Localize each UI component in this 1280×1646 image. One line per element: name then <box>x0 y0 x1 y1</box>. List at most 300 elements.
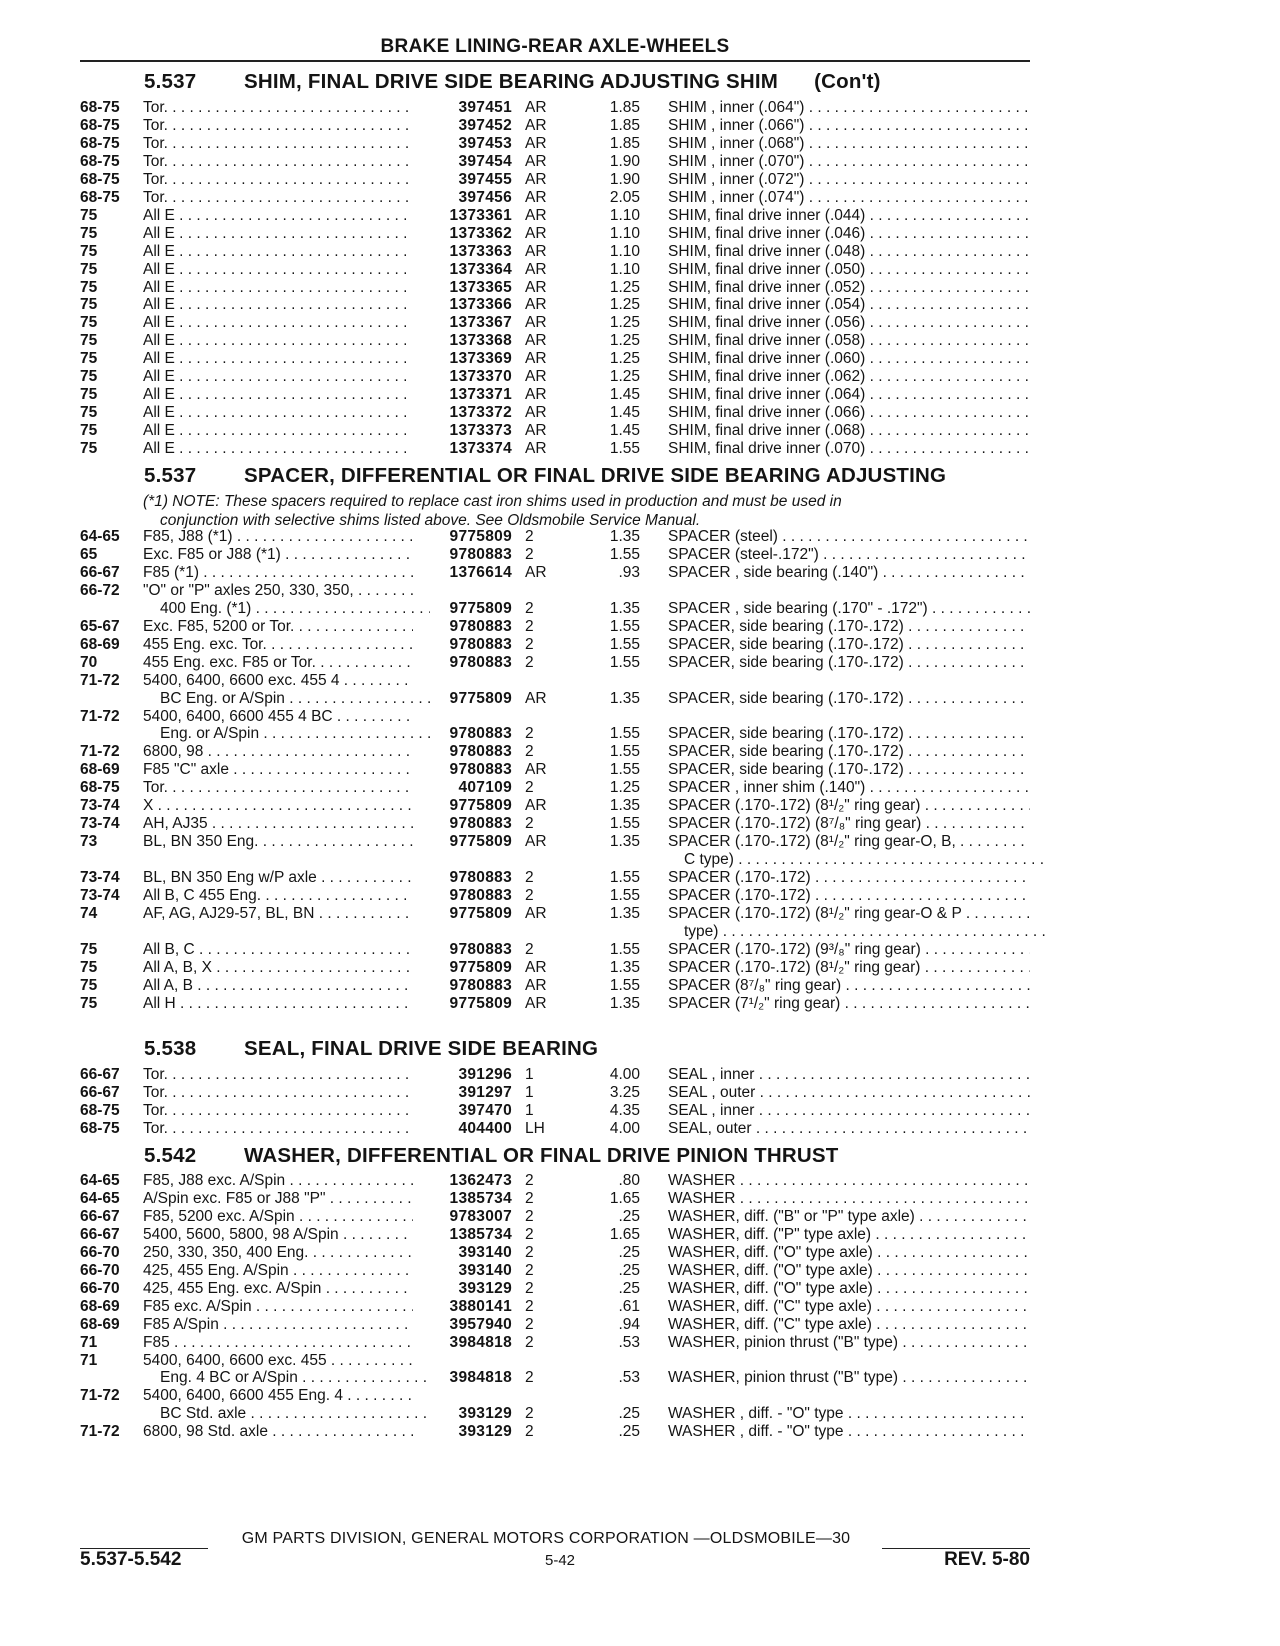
part-description: SEAL , inner . . . <box>668 1066 1030 1084</box>
price: 1.85 <box>609 134 640 152</box>
application: "O" or "P" axles 250, 330, 350, . . . <box>143 582 413 600</box>
section-continued-label: (Con't) <box>814 70 881 93</box>
application: 400 Eng. (*1) . . . <box>160 600 430 618</box>
application: BC Std. axle . . . <box>160 1405 430 1423</box>
price: 2.05 <box>609 188 640 206</box>
price: 1.55 <box>609 869 640 887</box>
price: 1.65 <box>609 1189 640 1207</box>
part-description: SHIM, final drive inner (.062) . . . <box>668 368 1030 386</box>
quantity: AR <box>525 976 547 994</box>
model-year: 68-75 <box>80 99 120 116</box>
price: 1.35 <box>609 994 640 1012</box>
model-year: 66-70 <box>80 1261 120 1279</box>
price: 1.10 <box>609 206 640 224</box>
model-year: 66-67 <box>80 1207 120 1225</box>
part-number: 397456 <box>458 188 512 206</box>
quantity: AR <box>525 404 547 422</box>
model-year: 75 <box>80 260 98 278</box>
model-year: 75 <box>80 278 98 296</box>
quantity: 2 <box>525 725 534 743</box>
part-number: 9780883 <box>449 815 512 833</box>
application: All E . . . <box>143 404 413 422</box>
part-description: SHIM, final drive inner (.066) . . . <box>668 404 1030 422</box>
model-year: 75 <box>80 242 98 260</box>
part-number: 1373366 <box>449 296 512 314</box>
quantity: AR <box>525 296 547 314</box>
model-year: 66-70 <box>80 1279 120 1297</box>
application: BC Eng. or A/Spin . . . <box>160 690 430 708</box>
model-year: 73-74 <box>80 869 120 887</box>
quantity: AR <box>525 224 547 242</box>
application: All A, B, X . . . <box>143 959 413 977</box>
part-description: WASHER, diff. ("O" type axle) . . . <box>668 1262 1030 1280</box>
quantity: AR <box>525 386 547 404</box>
part-description: WASHER , diff. - "O" type . . . <box>668 1405 1030 1423</box>
application: Eng. 4 BC or A/Spin . . . <box>160 1369 430 1387</box>
part-number: 1373364 <box>449 260 512 278</box>
part-description: WASHER , diff. - "O" type . . . <box>668 1423 1030 1441</box>
application: All E . . . <box>143 207 413 225</box>
section-heading <box>144 1037 598 1061</box>
model-year: 75 <box>80 350 98 368</box>
section-number: 5.542 <box>144 1144 197 1167</box>
quantity: 2 <box>525 815 534 833</box>
quantity: AR <box>525 350 547 368</box>
part-description: SPACER, side bearing (.170-.172) . . . <box>668 636 1030 654</box>
part-number: 3984818 <box>449 1369 512 1387</box>
application: 455 Eng. exc. F85 or Tor. . . . <box>143 654 413 672</box>
section-title: SHIM, FINAL DRIVE SIDE BEARING ADJUSTING SHIM <box>244 70 779 93</box>
part-number: 9775809 <box>449 833 512 851</box>
application: Tor. . . . <box>143 1066 413 1084</box>
application: 5400, 5600, 5800, 98 A/Spin . . . <box>143 1226 413 1244</box>
quantity: AR <box>525 170 547 188</box>
part-number: 1362473 <box>449 1172 512 1189</box>
part-description: SPACER (.170-.172) (9³/₈" ring gear) . . . <box>668 941 1030 959</box>
part-description: SPACER (.170-.172) (8⁷/₈" ring gear) . . . <box>668 815 1030 833</box>
price: .80 <box>618 1172 640 1189</box>
footer-publisher: GM PARTS DIVISION, GENERAL MOTORS CORPORATION —OLDSMOBILE—30 <box>241 1530 851 1547</box>
application: Tor. . . . <box>143 117 413 135</box>
application: F85 . . . <box>143 1334 413 1352</box>
model-year: 66-67 <box>80 1066 120 1083</box>
model-year: 73-74 <box>80 887 120 904</box>
part-number: 9775809 <box>449 797 512 815</box>
application: BL, BN 350 Eng. . . . <box>143 833 413 851</box>
quantity: 1 <box>525 1101 534 1119</box>
model-year: 66-67 <box>80 1083 120 1101</box>
footer-revision: REV. 5-80 <box>944 1549 1030 1570</box>
part-description: SPACER, side bearing (.170-.172) . . . <box>668 761 1030 779</box>
application: Tor. . . . <box>143 1120 413 1138</box>
price: 4.00 <box>609 1119 640 1137</box>
quantity: 2 <box>525 1261 534 1279</box>
part-number: 3984818 <box>449 1333 512 1351</box>
price: 1.55 <box>609 940 640 958</box>
part-number: 1385734 <box>449 1225 512 1243</box>
quantity: AR <box>525 278 547 296</box>
application: F85, J88 exc. A/Spin . . . <box>143 1172 413 1190</box>
header-rule <box>80 60 1030 62</box>
model-year: 75 <box>80 332 98 350</box>
part-description: SPACER (.170-.172) (8¹/₂" ring gear-O, B, . . . <box>668 833 1030 851</box>
price: 1.55 <box>609 887 640 904</box>
price: 1.55 <box>609 976 640 994</box>
model-year: 68-69 <box>80 761 120 779</box>
price: .25 <box>618 1279 640 1297</box>
quantity: 2 <box>525 1189 534 1207</box>
application: AH, AJ35 . . . <box>143 815 413 833</box>
part-description: WASHER, diff. ("C" type axle) . . . <box>668 1298 1030 1316</box>
price: 1.35 <box>609 958 640 976</box>
model-year: 64-65 <box>80 1189 120 1207</box>
part-number: 397452 <box>458 116 512 134</box>
application: 425, 455 Eng. A/Spin . . . <box>143 1262 413 1280</box>
part-description: SHIM, final drive inner (.070) . . . <box>668 440 1030 458</box>
part-description: SHIM, final drive inner (.056) . . . <box>668 314 1030 332</box>
part-description: SPACER , inner shim (.140") . . . <box>668 779 1030 797</box>
model-year: 75 <box>80 386 98 404</box>
price: 1.85 <box>609 99 640 116</box>
quantity: AR <box>525 994 547 1012</box>
quantity: 2 <box>525 887 534 904</box>
part-description: SPACER (.170-.172) . . . <box>668 869 1030 887</box>
part-number: 9780883 <box>449 761 512 779</box>
quantity: 2 <box>525 869 534 887</box>
quantity: 2 <box>525 528 534 545</box>
price: .25 <box>618 1423 640 1441</box>
part-description: SHIM, final drive inner (.050) . . . <box>668 261 1030 279</box>
quantity: AR <box>525 242 547 260</box>
section-title: SPACER, DIFFERENTIAL OR FINAL DRIVE SIDE BEARING ADJUSTING <box>244 464 947 487</box>
part-number: 393129 <box>458 1423 512 1441</box>
part-description: SPACER (.170-.172) (8¹/₂" ring gear) . . . <box>668 959 1030 977</box>
part-number: 1373374 <box>449 440 512 458</box>
quantity: AR <box>525 958 547 976</box>
application: F85, J88 (*1) . . . <box>143 528 413 546</box>
model-year: 75 <box>80 994 98 1012</box>
part-number: 1373362 <box>449 224 512 242</box>
part-description: SHIM, final drive inner (.060) . . . <box>668 350 1030 368</box>
part-number: 393129 <box>458 1405 512 1423</box>
quantity: 2 <box>525 617 534 635</box>
model-year: 68-75 <box>80 779 120 797</box>
quantity: AR <box>525 314 547 332</box>
application: All E . . . <box>143 225 413 243</box>
part-number: 9780883 <box>449 617 512 635</box>
footer-page-number: 5-42 <box>544 1552 576 1569</box>
price: 1.25 <box>609 779 640 797</box>
model-year: 73-74 <box>80 797 120 815</box>
application: All E . . . <box>143 422 413 440</box>
application: X . . . <box>143 797 413 815</box>
model-year: 75 <box>80 296 98 314</box>
part-description: SEAL, outer . . . <box>668 1120 1030 1138</box>
part-description: SPACER , side bearing (.140") . . . <box>668 564 1030 582</box>
quantity: 2 <box>525 1369 534 1387</box>
part-number: 9783007 <box>449 1207 512 1225</box>
quantity: AR <box>525 563 547 581</box>
part-number: 9780883 <box>449 545 512 563</box>
price: .93 <box>618 563 640 581</box>
price: 1.55 <box>609 617 640 635</box>
application: Exc. F85, 5200 or Tor. . . . <box>143 618 413 636</box>
part-number: 1373370 <box>449 368 512 386</box>
model-year: 66-67 <box>80 563 120 581</box>
model-year: 68-75 <box>80 188 120 206</box>
part-number: 9775809 <box>449 599 512 617</box>
price: .53 <box>618 1369 640 1387</box>
application: F85 (*1) . . . <box>143 564 413 582</box>
price: .61 <box>618 1297 640 1315</box>
model-year: 75 <box>80 976 98 994</box>
quantity: AR <box>525 440 547 458</box>
part-description: SPACER (.170-.172) (8¹/₂" ring gear) . . . <box>668 797 1030 815</box>
part-description: SPACER (steel) . . . <box>668 528 1030 546</box>
price: 1.25 <box>609 296 640 314</box>
part-description: SHIM , inner (.068") . . . <box>668 135 1030 153</box>
part-description: SPACER , side bearing (.170" - .172") . . . <box>668 600 1030 618</box>
model-year: 75 <box>80 940 98 958</box>
part-number: 9775809 <box>449 904 512 922</box>
application: Tor. . . . <box>143 779 413 797</box>
part-number: 1373367 <box>449 314 512 332</box>
part-description: WASHER, diff. ("B" or "P" type axle) . . . <box>668 1208 1030 1226</box>
part-number: 9780883 <box>449 887 512 904</box>
quantity: 2 <box>525 1333 534 1351</box>
price: 1.55 <box>609 815 640 833</box>
model-year: 71-72 <box>80 743 120 761</box>
footer-section-range: 5.537-5.542 <box>80 1549 182 1570</box>
part-number: 1373368 <box>449 332 512 350</box>
part-description: SHIM , inner (.072") . . . <box>668 171 1030 189</box>
price: 1.45 <box>609 422 640 440</box>
model-year: 75 <box>80 224 98 242</box>
price: 1.55 <box>609 761 640 779</box>
model-year: 68-75 <box>80 1119 120 1137</box>
application: All E . . . <box>143 314 413 332</box>
price: 3.25 <box>609 1083 640 1101</box>
quantity: AR <box>525 99 547 116</box>
part-number: 393140 <box>458 1261 512 1279</box>
quantity: AR <box>525 689 547 707</box>
quantity: AR <box>525 116 547 134</box>
price: 1.90 <box>609 152 640 170</box>
part-number: 391296 <box>458 1066 512 1083</box>
part-number: 397451 <box>458 99 512 116</box>
quantity: 2 <box>525 1172 534 1189</box>
part-description: SPACER, side bearing (.170-.172) . . . <box>668 743 1030 761</box>
model-year: 73-74 <box>80 815 120 833</box>
part-description: WASHER, diff. ("C" type axle) . . . <box>668 1316 1030 1334</box>
quantity: AR <box>525 188 547 206</box>
application: 5400, 6400, 6600 455 4 BC . . . <box>143 708 413 726</box>
part-description: SHIM, final drive inner (.054) . . . <box>668 296 1030 314</box>
quantity: 2 <box>525 1225 534 1243</box>
part-description: SHIM , inner (.074") . . . <box>668 189 1030 207</box>
section-title: WASHER, DIFFERENTIAL OR FINAL DRIVE PINION THRUST <box>244 1144 839 1167</box>
model-year: 66-72 <box>80 581 120 599</box>
price: 4.35 <box>609 1101 640 1119</box>
quantity: AR <box>525 332 547 350</box>
part-description: SPACER, side bearing (.170-.172) . . . <box>668 618 1030 636</box>
part-description: SHIM, final drive inner (.064) . . . <box>668 386 1030 404</box>
application: F85, 5200 exc. A/Spin . . . <box>143 1208 413 1226</box>
model-year: 68-69 <box>80 635 120 653</box>
part-description: WASHER, diff. ("O" type axle) . . . <box>668 1280 1030 1298</box>
quantity: 2 <box>525 635 534 653</box>
price: .25 <box>618 1243 640 1261</box>
quantity: 2 <box>525 1423 534 1441</box>
part-number: 407109 <box>458 779 512 797</box>
price: 1.10 <box>609 260 640 278</box>
application: 5400, 6400, 6600 exc. 455 . . . <box>143 1352 413 1370</box>
application: F85 exc. A/Spin . . . <box>143 1298 413 1316</box>
part-description: SHIM , inner (.064") . . . <box>668 99 1030 117</box>
quantity: AR <box>525 797 547 815</box>
price: 1.65 <box>609 1225 640 1243</box>
section-number: 5.537 <box>144 70 197 93</box>
part-number: 9775809 <box>449 528 512 545</box>
price: 1.35 <box>609 528 640 545</box>
application: Tor. . . . <box>143 1084 413 1102</box>
model-year: 68-75 <box>80 116 120 134</box>
quantity: 2 <box>525 545 534 563</box>
model-year: 68-75 <box>80 1101 120 1119</box>
part-description: C type) . . . <box>684 851 1046 869</box>
price: 1.55 <box>609 725 640 743</box>
part-description: SHIM, final drive inner (.068) . . . <box>668 422 1030 440</box>
application: Tor. . . . <box>143 1102 413 1120</box>
model-year: 64-65 <box>80 1172 120 1189</box>
application: All A, B . . . <box>143 977 413 995</box>
application: All E . . . <box>143 350 413 368</box>
section-heading <box>144 70 881 94</box>
part-description: SPACER (.170-.172) . . . <box>668 887 1030 905</box>
quantity: 2 <box>525 743 534 761</box>
model-year: 71-72 <box>80 1387 120 1405</box>
quantity: AR <box>525 761 547 779</box>
model-year: 66-70 <box>80 1243 120 1261</box>
application: 455 Eng. exc. Tor. . . . <box>143 636 413 654</box>
part-number: 9780883 <box>449 653 512 671</box>
application: All E . . . <box>143 440 413 458</box>
application: Tor. . . . <box>143 99 413 117</box>
model-year: 75 <box>80 440 98 458</box>
price: 1.25 <box>609 314 640 332</box>
model-year: 65-67 <box>80 617 120 635</box>
price: .25 <box>618 1207 640 1225</box>
price: 1.10 <box>609 224 640 242</box>
model-year: 71 <box>80 1333 98 1351</box>
application: All E . . . <box>143 261 413 279</box>
quantity: 2 <box>525 1279 534 1297</box>
part-number: 9780883 <box>449 976 512 994</box>
application: All H . . . <box>143 995 413 1013</box>
part-number: 3880141 <box>449 1297 512 1315</box>
quantity: 2 <box>525 653 534 671</box>
part-description: WASHER, pinion thrust ("B" type) . . . <box>668 1369 1030 1387</box>
application: All E . . . <box>143 279 413 297</box>
part-description: SEAL , inner . . . <box>668 1102 1030 1120</box>
application: 250, 330, 350, 400 Eng. . . . <box>143 1244 413 1262</box>
application: F85 "C" axle . . . <box>143 761 413 779</box>
part-number: 1385734 <box>449 1189 512 1207</box>
part-description: SPACER, side bearing (.170-.172) . . . <box>668 725 1030 743</box>
part-number: 391297 <box>458 1083 512 1101</box>
part-description: WASHER, pinion thrust ("B" type) . . . <box>668 1334 1030 1352</box>
price: 1.10 <box>609 242 640 260</box>
quantity: 1 <box>525 1083 534 1101</box>
part-number: 9780883 <box>449 869 512 887</box>
model-year: 75 <box>80 368 98 386</box>
application: A/Spin exc. F85 or J88 "P" . . . <box>143 1190 413 1208</box>
price: 1.25 <box>609 350 640 368</box>
price: 1.35 <box>609 599 640 617</box>
part-number: 404400 <box>458 1119 512 1137</box>
part-description: SHIM, final drive inner (.046) . . . <box>668 225 1030 243</box>
quantity: AR <box>525 152 547 170</box>
price: .25 <box>618 1405 640 1423</box>
quantity: 2 <box>525 1243 534 1261</box>
quantity: AR <box>525 206 547 224</box>
model-year: 73 <box>80 833 98 851</box>
part-description: SHIM, final drive inner (.044) . . . <box>668 207 1030 225</box>
application: All E . . . <box>143 243 413 261</box>
part-description: SHIM, final drive inner (.048) . . . <box>668 243 1030 261</box>
part-description: SPACER (.170-.172) (8¹/₂" ring gear-O & P . . . <box>668 905 1030 923</box>
part-number: 1373372 <box>449 404 512 422</box>
price: 1.85 <box>609 116 640 134</box>
price: 1.35 <box>609 833 640 851</box>
model-year: 68-75 <box>80 170 120 188</box>
part-description: SHIM , inner (.070") . . . <box>668 153 1030 171</box>
model-year: 68-75 <box>80 152 120 170</box>
application: BL, BN 350 Eng w/P axle . . . <box>143 869 413 887</box>
part-number: 1373365 <box>449 278 512 296</box>
price: 1.35 <box>609 797 640 815</box>
section-heading <box>144 1144 838 1168</box>
application: AF, AG, AJ29-57, BL, BN . . . <box>143 905 413 923</box>
part-description: SHIM, final drive inner (.052) . . . <box>668 279 1030 297</box>
application: Tor. . . . <box>143 189 413 207</box>
application: 6800, 98 . . . <box>143 743 413 761</box>
part-number: 397470 <box>458 1101 512 1119</box>
price: 1.25 <box>609 332 640 350</box>
part-number: 9780883 <box>449 743 512 761</box>
part-number: 1376614 <box>449 563 512 581</box>
model-year: 75 <box>80 958 98 976</box>
part-number: 1373363 <box>449 242 512 260</box>
price: 4.00 <box>609 1066 640 1083</box>
model-year: 71-72 <box>80 1423 120 1441</box>
price: .25 <box>618 1261 640 1279</box>
quantity: 2 <box>525 599 534 617</box>
part-number: 9780883 <box>449 940 512 958</box>
part-number: 9775809 <box>449 689 512 707</box>
model-year: 74 <box>80 904 98 922</box>
price: 1.90 <box>609 170 640 188</box>
quantity: 2 <box>525 1297 534 1315</box>
quantity: AR <box>525 422 547 440</box>
part-description: SPACER (steel-.172") . . . <box>668 546 1030 564</box>
quantity: AR <box>525 134 547 152</box>
model-year: 75 <box>80 206 98 224</box>
model-year: 75 <box>80 404 98 422</box>
application: All B, C . . . <box>143 941 413 959</box>
application: 6800, 98 Std. axle . . . <box>143 1423 413 1441</box>
application: Tor. . . . <box>143 153 413 171</box>
